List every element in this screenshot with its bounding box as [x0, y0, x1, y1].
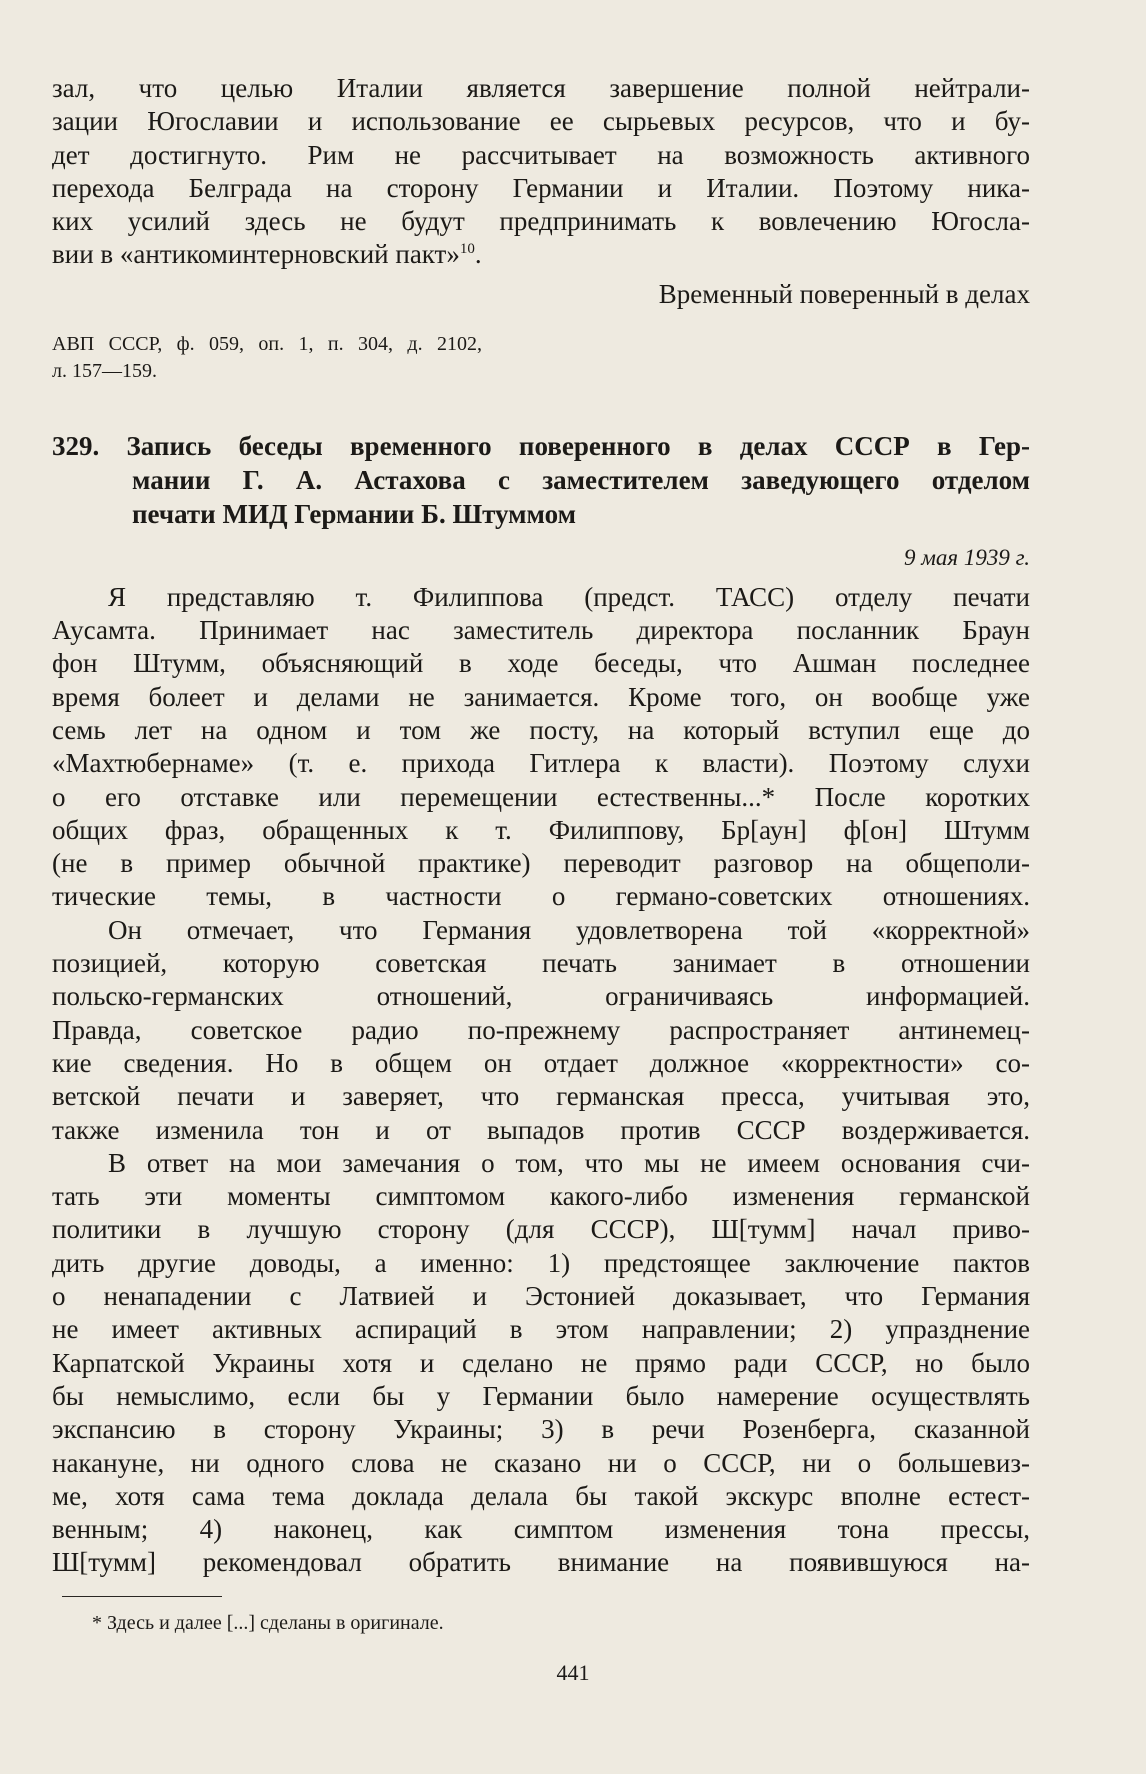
text-line: дить другие доводы, а именно: 1) предстоящее заключение пактов — [52, 1247, 1030, 1278]
continuation-text — [52, 72, 1030, 272]
paragraph — [52, 581, 1030, 914]
text-line: Карпатской Украины хотя и сделано не прямо ради СССР, но было — [52, 1347, 1030, 1378]
footnote: * Здесь и далее [...] сделаны в оригинале. — [92, 1611, 444, 1634]
text-line: бы немыслимо, если бы у Германии было намерение осуществлять — [52, 1380, 1030, 1411]
text-line: венным; 4) наконец, как симптом изменения тона прессы, — [52, 1514, 1030, 1545]
text-line: Аусамта. Принимает нас заместитель директора посланник Браун — [52, 615, 1030, 646]
text-line: ме, хотя сама тема доклада делала бы такой экскурс вполне естест- — [52, 1480, 1030, 1511]
archive-line: АВП СССР, ф. 059, оп. 1, п. 304, д. 2102, — [52, 332, 482, 355]
footnote-divider — [62, 1596, 222, 1597]
title-line: печати МИД Германии Б. Штуммом — [132, 498, 576, 529]
text-line: экспансию в сторону Украины; 3) в речи Розенберга, сказанной — [52, 1414, 1030, 1445]
text-line: зации Югославии и использование ее сырьевых ресурсов, что и бу- — [52, 106, 1030, 137]
text-line: о ненападении с Латвией и Эстонией доказывает, что Германия — [52, 1281, 1030, 1312]
text-line: Ш[тумм] рекомендовал обратить внимание на появившуюся на- — [52, 1547, 1030, 1578]
book-page — [52, 72, 1030, 1637]
title-line: мании Г. А. Астахова с заместителем заведующего отделом — [132, 464, 1030, 495]
title-line: 329. Запись беседы временного поверенного в делах СССР в Гер- — [52, 430, 1030, 461]
text-line: политики в лучшую сторону (для СССР), Ш[тумм] начал приво- — [52, 1214, 1030, 1245]
text-line: В ответ на мои замечания о том, что мы не имеем основания счи- — [108, 1147, 1030, 1178]
archive-line: л. 157—159. — [52, 359, 157, 382]
text-line: перехода Белграда на сторону Германии и Италии. Поэтому ника- — [52, 172, 1030, 203]
text-line: ветской печати и заверяет, что германская пресса, учитывая это, — [52, 1081, 1030, 1112]
footnote-reference: 10 — [459, 241, 475, 258]
text-line: «Махтюбернаме» (т. е. прихода Гитлера к власти). Поэтому слухи — [52, 748, 1030, 779]
text-line: ких усилий здесь не будут предпринимать к вовлечению Югосла- — [52, 206, 1030, 237]
text-line: также изменила тон и от выпадов против СССР воздерживается. — [52, 1114, 1030, 1145]
text-line: о его отставке или перемещении естественны...* После коротких — [52, 781, 1030, 812]
text-line: Я представляю т. Филиппова (предст. ТАСС) отделу печати — [108, 581, 1030, 612]
text-line: польско-германских отношений, ограничиваясь информацией. — [52, 981, 1030, 1012]
text-line: семь лет на одном и том же посту, на который вступил еще до — [52, 714, 1030, 745]
text-line: время болеет и делами не занимается. Кроме того, он вообще уже — [52, 681, 1030, 712]
text-line: накануне, ни одного слова не сказано ни о СССР, ни о большевиз- — [52, 1447, 1030, 1478]
document-date: 9 мая 1939 г. — [903, 544, 1030, 570]
text-line: фон Штумм, объясняющий в ходе беседы, что Ашман последнее — [52, 648, 1030, 679]
text-line: Он отмечает, что Германия удовлетворена той «корректной» — [108, 914, 1030, 945]
text-line: не имеет активных аспираций в этом направлении; 2) упразднение — [52, 1314, 1030, 1345]
text-line: зал, что целью Италии является завершение полной нейтрали- — [52, 73, 1030, 103]
page-number: 441 — [556, 1660, 590, 1685]
text-line: тические темы, в частности о германо-советских отношениях. — [52, 881, 1030, 912]
paragraph — [52, 914, 1030, 1147]
document-title — [52, 429, 1030, 531]
text-line: кие сведения. Но в общем он отдает должное «корректности» со- — [52, 1047, 1030, 1078]
text-line: тать эти моменты симптомом какого-либо изменения германской — [52, 1181, 1030, 1212]
text-line: дет достигнуто. Рим не рассчитывает на возможность активного — [52, 139, 1030, 170]
paragraph — [52, 1147, 1030, 1580]
text-line: Правда, советское радио по-прежнему распространяет антинемец- — [52, 1014, 1030, 1045]
document-body — [52, 581, 1030, 1580]
sentence-end: . — [474, 239, 482, 270]
signature: Временный поверенный в делах — [658, 278, 1030, 309]
archive-reference — [52, 331, 482, 385]
text-line: (не в пример обычной практике) переводит разговор на общеполи- — [52, 848, 1030, 879]
text-line: позицией, которую советская печать занимает в отношении — [52, 948, 1030, 979]
text-line-content: вии в «антикоминтерновский пакт» — [52, 239, 460, 270]
text-line-last — [52, 238, 1030, 271]
text-line: общих фраз, обращенных к т. Филиппову, Бр[аун] ф[он] Штумм — [52, 814, 1030, 845]
